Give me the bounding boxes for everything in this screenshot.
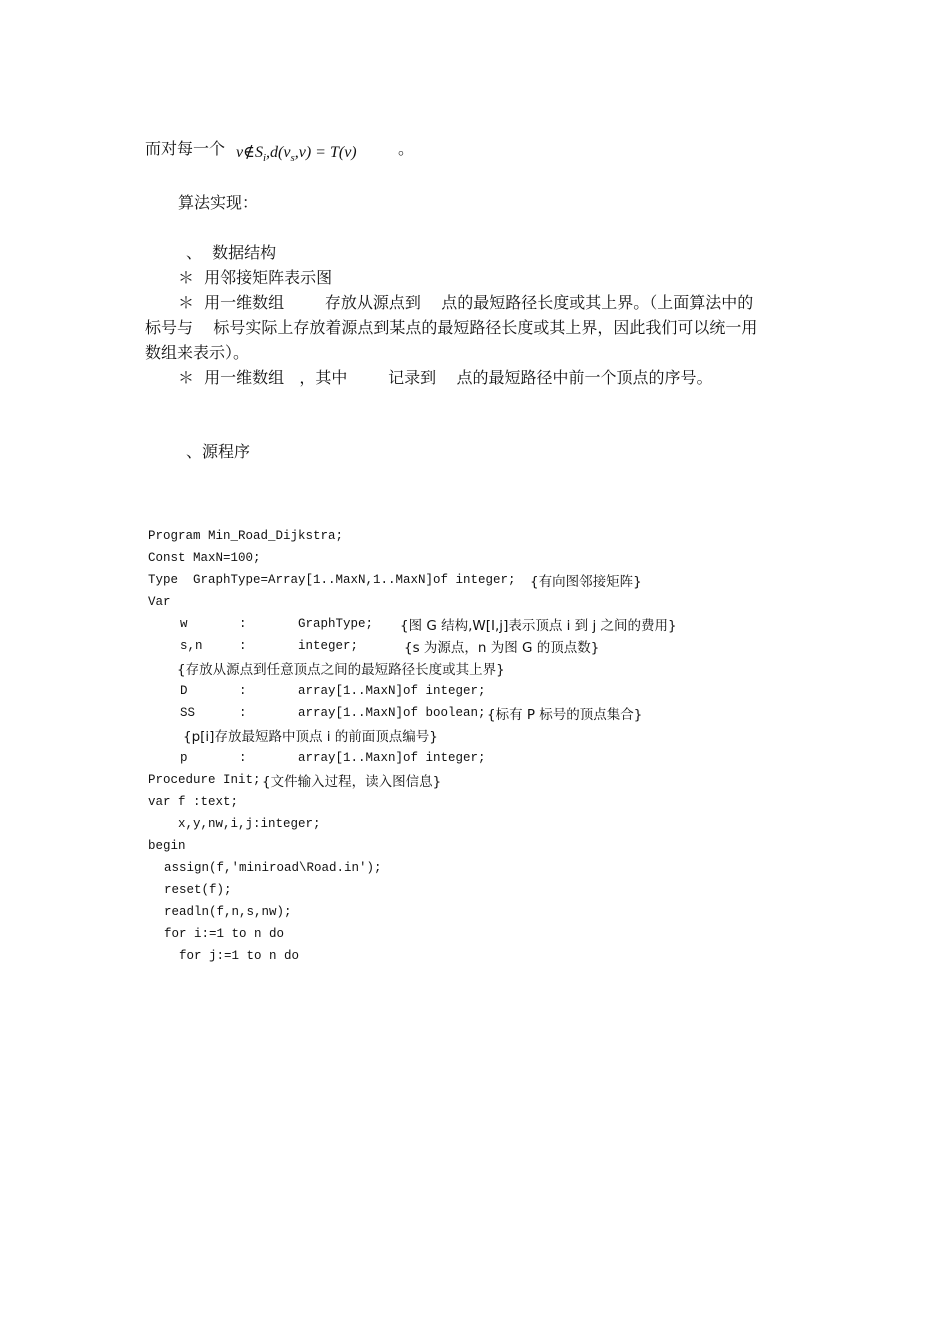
intro-suffix: 。 [398,139,415,158]
code-line: Type GraphType=Array[1..MaxN,1..MaxN]of integer; [148,573,516,587]
code-line: var f :text; [148,795,239,809]
code-comment: {存放从源点到任意顶点之间的最短路径长度或其上界} [177,662,505,678]
code-line: Procedure Init; [148,773,261,787]
formula-sub: i [262,152,267,165]
code-line: Var [148,595,171,609]
code-colon: : [239,706,247,720]
code-line: readln(f,n,s,nw); [164,905,292,919]
code-comment: {图 G 结构,W[I,j]表示顶点 i 到 j 之间的费用} [400,618,677,634]
code-line: begin [148,839,186,853]
code-var-name: s,n [180,639,203,653]
code-var-type: integer; [298,639,359,653]
ds-item-array-p: ＊ 用一维数组 ，其中 记录到 点的最短路径中前一个顶点的序号。 [178,368,713,387]
code-line: reset(f); [164,883,232,897]
code-line: Const MaxN=100; [148,551,261,565]
code-colon: : [239,684,247,698]
intro-prefix: 而对每一个 [145,139,226,158]
data-structure-heading: 、 数据结构 [186,243,277,262]
ds-item-array-d-cont1: 标号与 标号实际上存放着源点到某点的最短路径长度或其上界，因此我们可以统一用 [145,318,758,337]
code-line: for i:=1 to n do [164,927,285,941]
formula-rest: ,d(v [266,144,291,161]
formula-rest2: ,v) = T(v) [294,144,357,161]
code-var-type: GraphType; [298,617,374,631]
code-comment: {标有 P 标号的顶点集合} [487,707,643,723]
code-var-type: array[1..Maxn]of integer; [298,751,486,765]
formula-main: v∉S [236,144,263,161]
ds-item-matrix: ＊ 用邻接矩阵表示图 [178,268,333,287]
code-line: for j:=1 to n do [179,949,300,963]
code-comment: {s 为源点，n 为图 G 的顶点数} [404,640,600,656]
code-comment: {文件输入过程，读入图信息} [262,774,442,790]
formula-sub2: s [290,152,295,165]
code-var-name: SS [180,706,196,720]
code-line: x,y,nw,i,j:integer; [178,817,321,831]
code-comment: {p[i]存放最短路中顶点 i 的前面顶点编号} [183,729,438,745]
code-var-name: p [180,751,188,765]
code-var-name: D [180,684,188,698]
code-line: Program Min_Road_Dijkstra; [148,529,344,543]
code-var-type: array[1..MaxN]of boolean; [298,706,486,720]
code-comment: {有向图邻接矩阵} [530,574,642,590]
code-colon: : [239,639,247,653]
code-line: assign(f,'miniroad\Road.in'); [164,861,382,875]
algorithm-heading: 算法实现： [178,193,259,212]
code-var-name: w [180,617,188,631]
ds-item-array-d: ＊ 用一维数组 存放从源点到 点的最短路径长度或其上界。（上面算法中的 [178,293,754,312]
code-colon: : [239,751,247,765]
source-heading: 、源程序 [186,442,251,461]
code-var-type: array[1..MaxN]of integer; [298,684,486,698]
intro-formula [228,124,357,164]
code-colon: : [239,617,247,631]
ds-item-array-d-cont2: 数组来表示）。 [145,343,250,362]
